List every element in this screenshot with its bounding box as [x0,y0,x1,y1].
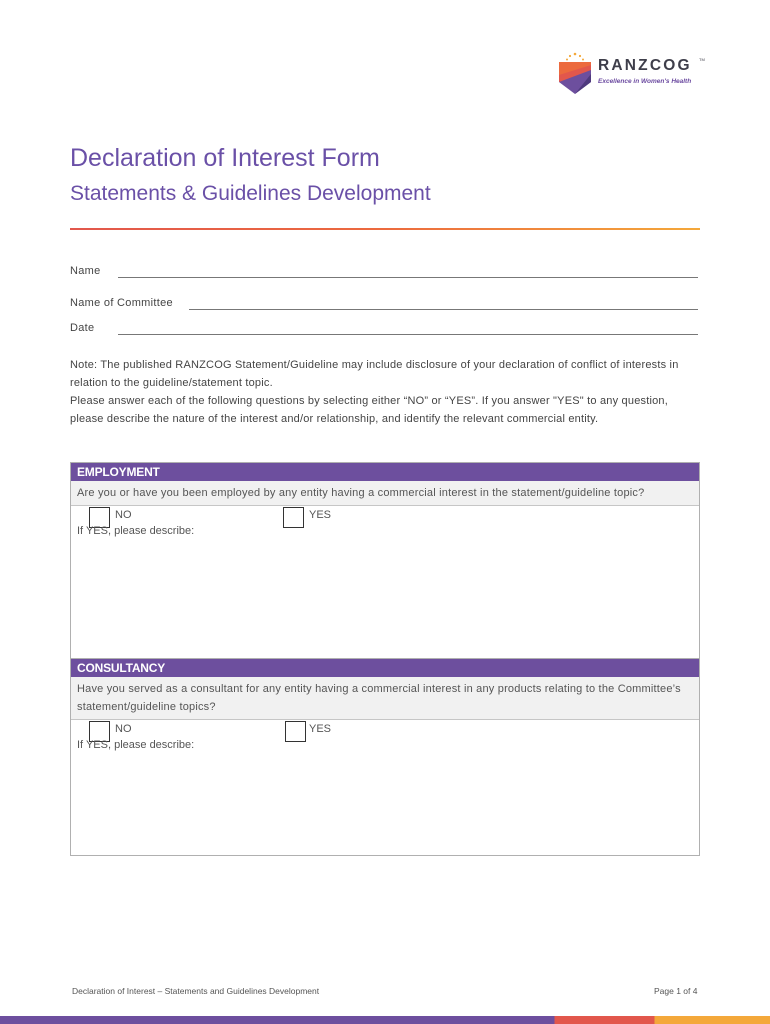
employment-description-area[interactable] [71,542,699,642]
footer-document-title: Declaration of Interest – Statements and Guidelines Development [72,986,320,996]
page-subtitle: Statements & Guidelines Development [70,182,431,205]
note-paragraph-1: Note: The published RANZCOG Statement/Guideline may include disclosure of your declaration of conflict of interests in relation to the guideline/statement topic. [70,359,679,389]
section-question: Have you served as a consultant for any entity having a commercial interest in any products relating to the Committee’s statement/guideline topics? [71,677,699,720]
logo-trademark: TM [699,57,705,62]
yes-label: YES [309,723,332,735]
yes-label: YES [309,509,332,521]
name-field[interactable] [118,277,698,278]
ranzcog-shield-icon [556,48,596,100]
describe-label: If YES, please describe: [77,525,195,537]
committee-field[interactable] [189,309,698,310]
describe-label: If YES, please describe: [77,739,195,751]
consultancy-description-area[interactable] [71,756,699,856]
date-field[interactable] [118,334,698,335]
consultancy-section [70,658,700,856]
note-paragraph-2: Please answer each of the following questions by selecting either “NO” or “YES”. If you answer "YES" to any question, please describe the nature of the interest and/or relationship, and identify the relevant commercial entity. [70,395,668,425]
ranzcog-logo [556,48,706,100]
title-divider [70,228,700,230]
logo-wordmark: RANZCOG [598,57,692,74]
instructions-note [70,356,700,428]
employment-section [70,462,700,659]
page-number: Page 1 of 4 [654,986,698,996]
no-label: NO [115,723,132,735]
logo-tagline: Excellence in Women's Health [598,78,692,85]
section-heading: EMPLOYMENT [71,463,699,481]
no-label: NO [115,509,132,521]
page-title: Declaration of Interest Form [70,144,380,172]
consultancy-yes-checkbox[interactable] [285,721,306,742]
section-heading: CONSULTANCY [71,659,699,677]
committee-label: Name of Committee [70,297,173,309]
employment-yes-checkbox[interactable] [283,507,304,528]
footer-color-bar [0,1016,770,1024]
date-label: Date [70,322,95,334]
section-question: Are you or have you been employed by any entity having a commercial interest in the statement/guideline topic? [71,481,699,506]
name-label: Name [70,265,101,277]
